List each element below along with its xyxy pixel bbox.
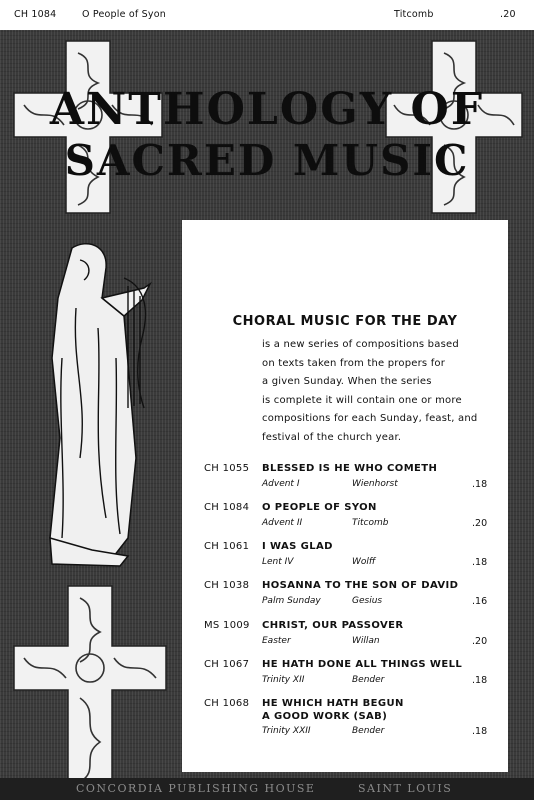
entry-title: [262, 502, 377, 515]
catalog-composer: Titcomb: [394, 9, 434, 20]
cover-title-line-2: SACRED MUSIC: [64, 136, 470, 185]
entry-occasion: Trinity XXII: [262, 726, 311, 736]
description-line: a given Sunday. When the series: [262, 376, 432, 387]
entry-title-line: BLESSED IS HE WHO COMETH: [262, 463, 438, 474]
entry-title-line: O PEOPLE OF SYON: [262, 502, 377, 513]
entry-title: [262, 541, 333, 554]
entry-occasion: Easter: [262, 636, 291, 646]
entry-price: .18: [472, 726, 488, 737]
entry-code: MS 1009: [204, 620, 250, 631]
description-line: on texts taken from the propers for: [262, 357, 446, 369]
series-panel: [182, 220, 508, 772]
entry-title: [262, 463, 437, 476]
entry-occasion: Trinity XII: [262, 675, 305, 685]
cover-artwork: [0, 30, 534, 800]
description-line: is a new series of compositions based: [262, 339, 459, 350]
celtic-cross-icon: [8, 582, 172, 792]
publisher-name: CONCORDIA PUBLISHING HOUSE: [76, 782, 316, 795]
entry-title: [262, 580, 458, 593]
entry-title: [262, 620, 403, 633]
entry-price: .20: [472, 636, 488, 647]
description-line: festival of the church year.: [262, 431, 402, 443]
entry-composer: Willan: [352, 636, 380, 646]
entry-code: CH 1067: [204, 659, 250, 670]
catalog-entry: [182, 698, 508, 742]
catalog-entry: [182, 541, 508, 577]
entry-composer: Bender: [352, 675, 385, 685]
entry-occasion: Palm Sunday: [262, 596, 321, 606]
catalog-line: [0, 0, 534, 30]
entry-code: CH 1084: [204, 502, 250, 513]
harpist-illustration-icon: [32, 238, 172, 572]
entry-occasion: Lent IV: [262, 557, 294, 567]
entry-composer: Bender: [352, 726, 385, 736]
entry-composer: Wolff: [352, 557, 376, 567]
description-line: compositions for each Sunday, feast, and: [262, 413, 478, 424]
entry-title-line: HOSANNA TO THE SON OF DAVID: [262, 580, 459, 591]
entry-title-line: HE WHICH HATH BEGUN: [262, 698, 404, 709]
series-heading: CHORAL MUSIC FOR THE DAY: [232, 314, 458, 329]
entry-title: [262, 698, 404, 723]
entry-occasion: Advent II: [262, 518, 303, 528]
entry-code: CH 1038: [204, 580, 250, 591]
entry-occasion: Advent I: [262, 479, 300, 489]
entry-code: CH 1061: [204, 541, 250, 552]
catalog-entry: [182, 620, 508, 656]
catalog-title: O People of Syon: [82, 9, 166, 20]
catalog-entry: [182, 463, 508, 499]
entry-code: CH 1068: [204, 698, 250, 709]
entry-title: [262, 659, 462, 672]
entry-composer: Wienhorst: [352, 479, 398, 489]
entry-title-line: A GOOD WORK (SAB): [262, 710, 388, 722]
description-line: is complete it will contain one or more: [262, 394, 462, 406]
entry-price: .20: [472, 518, 488, 529]
entry-composer: Gesius: [352, 596, 383, 606]
catalog-entry: [182, 659, 508, 695]
cover-title-line-1: ANTHOLOGY OF: [49, 84, 485, 135]
entry-title-line: HE HATH DONE ALL THINGS WELL: [262, 659, 463, 670]
entry-price: .16: [472, 596, 488, 607]
catalog-price: .20: [500, 9, 516, 20]
entry-price: .18: [472, 675, 488, 686]
entry-code: CH 1055: [204, 463, 250, 474]
publisher-footer: [0, 778, 534, 800]
publisher-city: SAINT LOUIS: [358, 782, 453, 795]
entry-price: .18: [472, 479, 488, 490]
catalog-entry: [182, 580, 508, 616]
entry-title-line: I WAS GLAD: [262, 541, 333, 552]
catalog-code: CH 1084: [14, 9, 57, 20]
entry-title-line: CHRIST, OUR PASSOVER: [262, 620, 404, 631]
entry-composer: Titcomb: [352, 518, 389, 528]
entry-price: .18: [472, 557, 488, 568]
series-description: [262, 336, 502, 447]
catalog-entry: [182, 502, 508, 538]
